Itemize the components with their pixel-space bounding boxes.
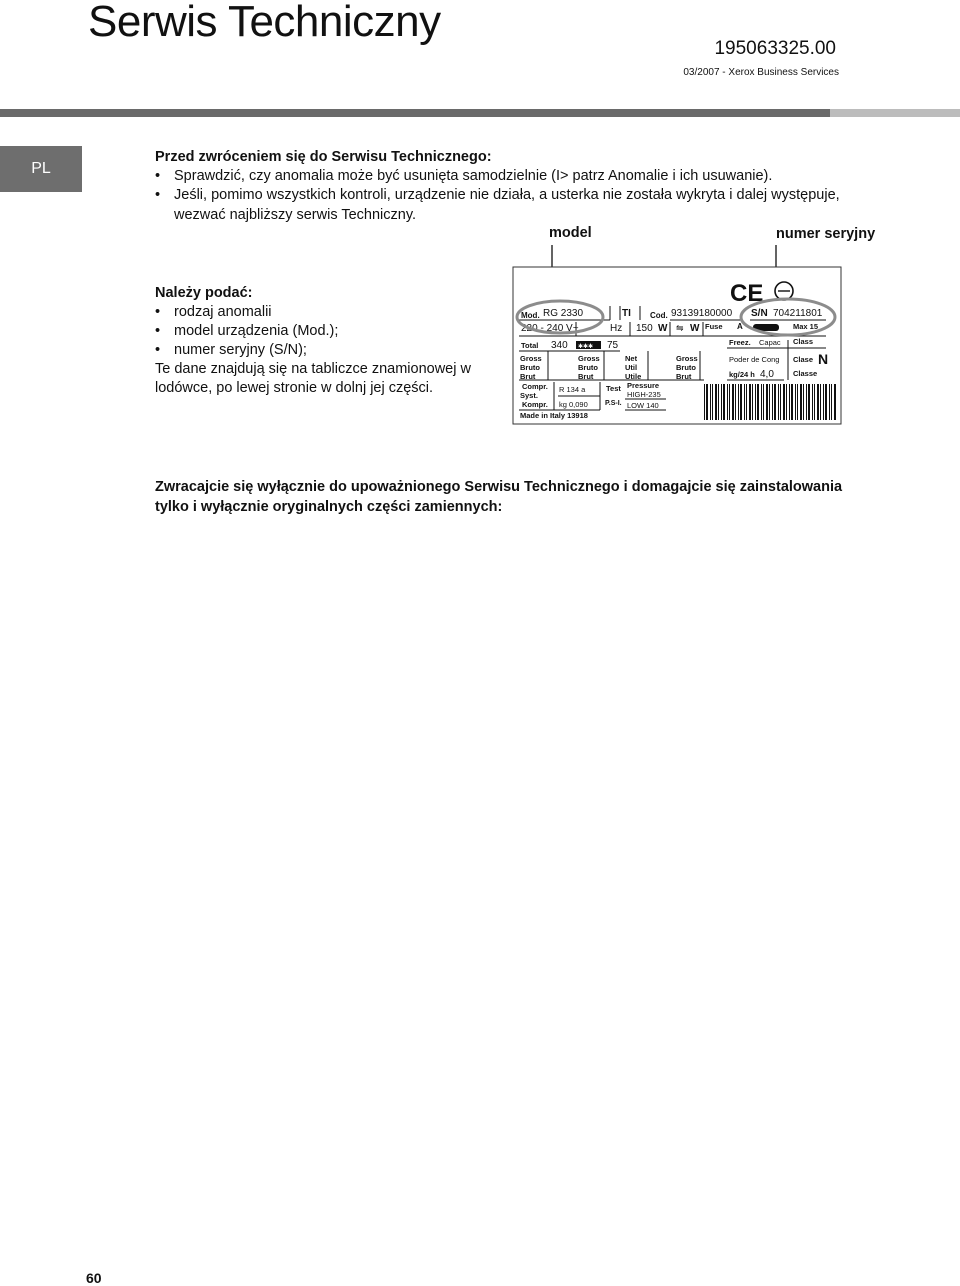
net-line-3: Utile bbox=[625, 372, 642, 381]
barcode-bar bbox=[763, 384, 764, 420]
barcode-bar bbox=[740, 384, 742, 420]
barcode-bar bbox=[755, 384, 756, 420]
barcode-bar bbox=[823, 384, 824, 420]
gross-3-line-3: Brut bbox=[676, 372, 692, 381]
header-divider bbox=[0, 109, 960, 117]
barcode-bar bbox=[757, 384, 759, 420]
plate-compr-line-1: Compr. bbox=[522, 382, 548, 391]
gross-2-line-3: Brut bbox=[578, 372, 594, 381]
plate-high: HIGH-235 bbox=[627, 390, 661, 399]
barcode-bar bbox=[721, 384, 722, 420]
barcode-bar bbox=[774, 384, 776, 420]
barcode-bar bbox=[812, 384, 813, 420]
barcode-bar bbox=[808, 384, 810, 420]
gross-1-line-1: Gross bbox=[520, 354, 542, 363]
barcode-bar bbox=[829, 384, 830, 420]
footer-note-line-2: tylko i wyłącznie oryginalnych części zamiennych: bbox=[155, 499, 503, 515]
bullet-icon: • bbox=[155, 342, 161, 358]
provide-note-line-1: Te dane znajdują się na tabliczce znamionowej w bbox=[155, 361, 471, 377]
barcode-bar bbox=[769, 384, 770, 420]
gross-2-line-1: Gross bbox=[578, 354, 600, 363]
barcode-bar bbox=[729, 384, 730, 420]
barcode-bar bbox=[766, 384, 768, 420]
barcode-bar bbox=[723, 384, 725, 420]
barcode-bar bbox=[727, 384, 728, 420]
net-line-1: Net bbox=[625, 354, 638, 363]
plate-fuse: Fuse bbox=[705, 322, 723, 331]
plate-mod-label: Mod. bbox=[521, 311, 540, 320]
language-tab-label: PL bbox=[31, 160, 51, 177]
plate-total-label: Total bbox=[521, 341, 539, 350]
barcode-bar bbox=[795, 384, 796, 420]
header-divider-dark bbox=[0, 109, 830, 117]
plate-low: LOW 140 bbox=[627, 401, 659, 410]
provide-note-line-2: lodówce, po lewej stronie w dolnj jej części. bbox=[155, 380, 434, 396]
barcode-bar bbox=[780, 384, 781, 420]
gross-3-line-2: Bruto bbox=[676, 363, 696, 372]
plate-psi: P.S-I. bbox=[605, 400, 622, 407]
bullet-icon: • bbox=[155, 168, 161, 184]
provide-item-model: model urządzenia (Mod.); bbox=[174, 323, 339, 339]
barcode-bar bbox=[749, 384, 751, 420]
barcode-bar bbox=[825, 384, 827, 420]
barcode-bar bbox=[786, 384, 787, 420]
barcode-bar bbox=[797, 384, 798, 420]
barcode-bar bbox=[735, 384, 736, 420]
barcode-bar bbox=[817, 384, 819, 420]
rating-plate-diagram bbox=[508, 244, 848, 428]
barcode-bar bbox=[803, 384, 804, 420]
barcode-bar bbox=[772, 384, 773, 420]
footer-note-line-1: Zwracajcie się wyłącznie do upoważnionego Serwisu Technicznego i domagajcie się zainstalowania bbox=[155, 479, 843, 495]
plate-classe: Classe bbox=[793, 369, 818, 378]
bullet-icon: • bbox=[155, 187, 161, 203]
plate-model-value: RG 2330 bbox=[543, 308, 584, 319]
plate-clase: Clase bbox=[793, 355, 814, 364]
gross-2-line-2: Bruto bbox=[578, 363, 598, 372]
plate-variant: TI bbox=[622, 308, 631, 319]
provide-heading: Należy podać: bbox=[155, 285, 253, 301]
plate-freezer-value: 75 bbox=[607, 340, 619, 351]
barcode-bar bbox=[710, 384, 711, 420]
plate-amp: A bbox=[737, 322, 743, 331]
plate-class: Class bbox=[793, 337, 814, 346]
barcode-bar bbox=[834, 384, 836, 420]
plate-hz: Hz bbox=[610, 323, 623, 334]
plate-class-value: N bbox=[818, 351, 829, 367]
plate-serial-value: 704211801 bbox=[773, 308, 823, 319]
plate-total-value: 340 bbox=[551, 340, 568, 351]
model-callout-label: model bbox=[549, 225, 592, 241]
gross-1-line-2: Bruto bbox=[520, 363, 540, 372]
plate-watt-unit: W bbox=[658, 323, 668, 334]
ce-mark: CE bbox=[730, 280, 764, 307]
gross-1-line-3: Brut bbox=[520, 372, 536, 381]
document-meta: 03/2007 - Xerox Business Services bbox=[683, 67, 839, 78]
barcode-bar bbox=[791, 384, 793, 420]
plate-refrigerant: R 134 a bbox=[559, 385, 586, 394]
barcode-bar bbox=[761, 384, 762, 420]
page-title: Serwis Techniczny bbox=[88, 0, 441, 46]
barcode-bar bbox=[831, 384, 832, 420]
intro-item-2: Jeśli, pomimo wszystkich kontroli, urządzenie nie działa, a usterka nie została wykryta i dalej występuje, bbox=[174, 187, 840, 203]
plate-capac: Capac bbox=[759, 338, 781, 347]
intro-item-2-continuation: wezwać najbliższy serwis Techniczny. bbox=[174, 207, 417, 223]
plate-kg24: kg/24 h bbox=[729, 370, 755, 379]
page-number: 60 bbox=[86, 1270, 102, 1286]
lamp-icon: ⇋ bbox=[676, 323, 684, 333]
barcode-bar bbox=[800, 384, 802, 420]
plate-compr-line-2: Syst. bbox=[520, 391, 538, 400]
barcode-bar bbox=[746, 384, 747, 420]
net-line-2: Util bbox=[625, 363, 638, 372]
barcode-bar bbox=[706, 384, 708, 420]
intro-heading: Przed zwróceniem się do Serwisu Technicznego: bbox=[155, 149, 492, 165]
plate-sn-label: S/N bbox=[751, 308, 768, 319]
barcode-bar bbox=[814, 384, 815, 420]
footer-note bbox=[155, 477, 842, 517]
serial-callout-label: numer seryjny bbox=[776, 226, 876, 242]
intro-item-1: Sprawdzić, czy anomalia może być usunięta samodzielnie (I> patrz Anomalie i ich usuwanie). bbox=[174, 168, 773, 184]
plate-kompr: Kompr. bbox=[522, 400, 548, 409]
plate-kg24-value: 4,0 bbox=[760, 369, 774, 380]
plate-freez: Freez. bbox=[729, 338, 751, 347]
barcode-bar bbox=[789, 384, 790, 420]
plate-max: Max 15 bbox=[793, 322, 819, 331]
barcode-bar bbox=[704, 384, 705, 420]
plate-lamp-watt: W bbox=[690, 323, 700, 334]
bullet-icon: • bbox=[155, 304, 161, 320]
freezer-stars: ✱✱✱ bbox=[578, 344, 594, 350]
barcode-bar bbox=[732, 384, 734, 420]
plate-test: Test bbox=[606, 384, 621, 393]
bullet-icon: • bbox=[155, 323, 161, 339]
barcode-bar bbox=[712, 384, 713, 420]
barcode-bar bbox=[752, 384, 753, 420]
plate-voltage: 220 - 240 V~ bbox=[521, 323, 579, 334]
provide-item-serial: numer seryjny (S/N); bbox=[174, 342, 307, 358]
barcode-bar bbox=[715, 384, 717, 420]
gross-3-line-1: Gross bbox=[676, 354, 698, 363]
barcode-bar bbox=[744, 384, 745, 420]
plate-cod-label: Cod. bbox=[650, 311, 668, 320]
plate-charge: kg 0,090 bbox=[559, 400, 588, 409]
plate-made-in: Made in Italy 13918 bbox=[520, 411, 588, 420]
barcode-bar bbox=[718, 384, 719, 420]
barcode-bar bbox=[738, 384, 739, 420]
barcode-bar bbox=[820, 384, 821, 420]
provide-item-anomaly: rodzaj anomalii bbox=[174, 304, 272, 320]
document-number: 195063325.00 bbox=[714, 38, 836, 59]
plate-pressure: Pressure bbox=[627, 381, 660, 390]
plate-cod-value: 93139180000 bbox=[671, 308, 733, 319]
plate-watt-value: 150 bbox=[636, 323, 653, 334]
barcode-bar bbox=[806, 384, 807, 420]
plate-poder: Poder de Cong bbox=[729, 355, 780, 364]
barcode-bar bbox=[778, 384, 779, 420]
barcode-bar bbox=[783, 384, 785, 420]
